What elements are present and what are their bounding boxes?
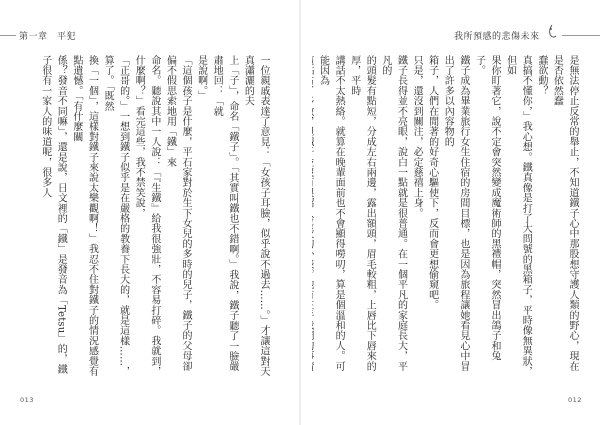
page-body-text-left	[38, 55, 271, 380]
running-head-chapter: 第一章 平犯	[19, 32, 77, 42]
text-column: 「這個孩子是什麼，平石家對於生下女兒的多時的兒子，鐵子的父母卻偏不假思索地用「鐵」來	[164, 55, 192, 372]
text-column: 係？發音不同嘛」，還是說，日文裡的「鐵」是發音為「Tetsu」的，鐵子很有一家人的味道呢，很多人	[39, 55, 67, 375]
text-column: 講話不太熱絡。就算在晚輩面前也不會顯得嘮叨，算是個溫和的人。可能因為	[317, 55, 345, 372]
text-column: 是說啊。」	[195, 55, 207, 101]
running-head-title: 我所預感的悲傷未來	[454, 32, 540, 42]
text-column: 「正哥的。」一想到鐵子似乎是在嚴格的教養下長大的，就是這樣……，算了。「既然	[102, 55, 129, 377]
text-column: 箱子，人們在閒著的好奇心驅使下，反而會更想偷窺吧。	[426, 55, 438, 310]
text-column: 只是，還沒到關注，必定慈禧上身。	[411, 55, 423, 219]
header-rule	[562, 35, 600, 36]
text-column: 真搞不懂你，」我心想。鐵真像是打了大問號的黑箱子，平時像無異狀，但如	[504, 55, 532, 377]
text-column: 果你盯著它，說不定會突然變成魔術師的黑禮帽，突然冒出鴿子和兔子。	[473, 55, 501, 361]
text-column: 鐵子長得並不亮眼，說白一點就是很普通。在一個平凡的家庭長大，平凡的	[379, 55, 407, 372]
page-number-right: 012	[568, 396, 582, 404]
text-column: 命名。聽說其中一人說：「『生鐵』給我很強壯，不容易打碎。我就到，什麼啊？」看完這些，我不禁笑說，	[133, 55, 160, 377]
text-column: 換「一個」，這樣對鐵子來說太樂觀啊！」我忍不住對鐵子的情況感覺有點遺憾。「有什麼關	[70, 55, 98, 377]
header-rule	[0, 35, 16, 36]
text-column: 鐵子成為畢業旅行女生住宿的房間目標，也是因為旅程讓她看見心中冒出了許多以內容物的	[442, 55, 469, 372]
page-number-left: 013	[20, 396, 34, 404]
page-right	[300, 0, 600, 425]
page-body-text-right	[312, 55, 580, 380]
text-column: 是無法停止反常的舉止，不知道鐵子心中那股想守護人類的野心，現在是否依然蠢	[551, 55, 578, 372]
text-column	[312, 55, 315, 380]
ornament-icon	[546, 24, 558, 40]
text-column: 一位親戚表達了意見：「女孩子耳臉，似乎說不過去……。」才讓這對天真瀟灑的夫	[242, 55, 269, 377]
text-column: 的頭髮有點短，分成左右兩邊，露出額頭，眉毛較粗，上唇比下唇來的厚，平時	[348, 55, 376, 372]
text-column: 上「子」，命名「鐵子」。「其實叫鐵也不錯啊。」我說，鐵子聽了一臉嚴肅地回：「就	[211, 55, 238, 372]
text-column: 蠢欲動？	[535, 55, 547, 96]
